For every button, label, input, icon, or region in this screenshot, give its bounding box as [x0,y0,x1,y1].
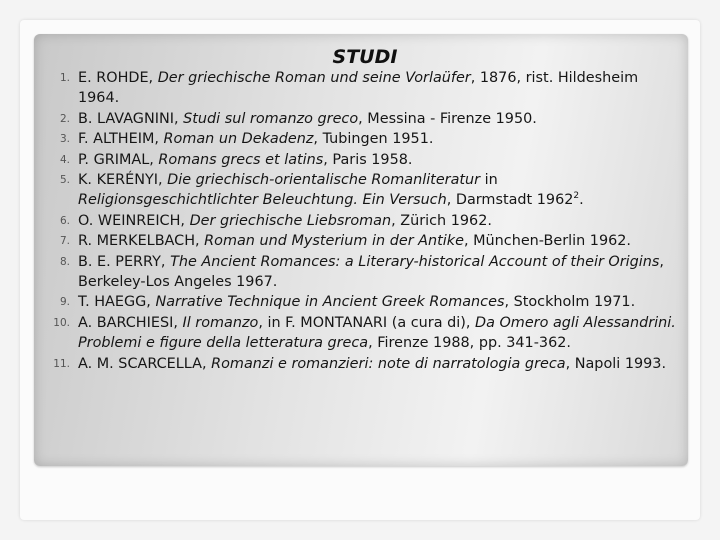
reference-number: 9. [59,296,70,309]
reference-number: 2. [59,112,70,125]
reference-item [0,109,680,129]
reference-segment: E. ROHDE, [78,70,158,86]
reference-segment: B. LAVAGNINI, [78,110,184,127]
reference-item [0,292,680,312]
reference-title: Der griechische Roman und seine Vorlaüfer [157,70,471,86]
reference-segment: in [480,172,498,189]
reference-segment: 2 [573,191,580,202]
reference-list [0,68,680,374]
reference-item [0,252,680,293]
reference-title: Studi sul romanzo greco [183,110,359,127]
reference-segment: O. WEINREICH, [78,212,190,229]
reference-number: 7. [59,235,70,248]
reference-number: 10. [53,316,70,329]
reference-title: Die griechisch-orientalische Romanliteratur [167,172,481,189]
reference-item [0,129,680,149]
reference-title: Da Omero agli Alessandrini. Problemi e figure della letteratura greca [78,314,676,352]
reference-text [78,70,638,106]
reference-segment: , München-Berlin 1962. [463,233,632,250]
reference-title: Religionsgeschichtlichter Beleuchtung. Ein Versuch [78,192,447,209]
reference-item [0,354,680,374]
reference-text [78,254,664,290]
reference-item [0,68,680,109]
reference-title: Roman und Mysterium in der Antike [204,233,464,250]
reference-segment: , Stockholm 1971. [504,294,636,311]
reference-text [78,356,666,372]
reference-number: 11. [53,357,70,370]
reference-segment: , in F. MONTANARI (a cura di), [258,314,475,331]
reference-text [78,315,676,351]
reference-item [0,211,680,231]
reference-number: 8. [59,255,70,268]
reference-segment: . [579,192,584,209]
reference-segment: R. MERKELBACH, [78,233,205,250]
reference-number: 6. [59,214,70,227]
reference-segment: F. ALTHEIM, [78,131,164,148]
reference-item [0,170,680,211]
reference-text [78,294,635,310]
reference-number: 4. [59,153,70,166]
reference-segment: A. BARCHIESI, [78,314,183,331]
reference-text [78,131,433,147]
slide-title: STUDI [332,46,398,68]
reference-title: Romans grecs et latins [158,151,324,168]
reference-segment: , Zürich 1962. [391,212,492,229]
reference-item [0,231,680,251]
reference-segment: , Napoli 1993. [565,355,667,372]
reference-title: Il romanzo [182,314,259,331]
reference-segment: P. GRIMAL, [78,151,159,168]
reference-segment: , 1876, rist. Hildesheim 1964. [78,70,639,107]
reference-text [78,172,584,208]
reference-title: Romanzi e romanzieri: note di narratologia greca [211,355,566,372]
reference-title: Der griechische Liebsroman [189,212,392,229]
reference-text [78,111,537,127]
reference-segment: , Darmstadt 1962 [446,192,574,209]
reference-number: 3. [59,133,70,146]
reference-title: Narrative Technique in Ancient Greek Romances [155,294,505,311]
reference-text [78,213,492,229]
reference-segment: A. M. SCARCELLA, [78,355,212,372]
reference-title: The Ancient Romances: a Literary-historical Account of their Origins [170,253,660,270]
reference-text [78,233,631,249]
reference-number: 1. [59,72,70,84]
reference-segment: , Tubingen 1951. [313,131,434,148]
reference-segment: , Firenze 1988, pp. 341-362. [368,335,571,352]
reference-segment: , Paris 1958. [323,151,413,168]
reference-title: Roman un Dekadenz [163,131,314,148]
reference-segment: , Berkeley-Los Angeles 1967. [78,253,664,291]
reference-text [78,152,412,168]
reference-item [0,150,680,170]
reference-segment: B. E. PERRY, [78,253,171,270]
reference-segment: , Messina - Firenze 1950. [358,110,537,127]
reference-number: 5. [59,174,70,187]
reference-item [0,313,680,354]
reference-segment: K. KERÉNYI, [78,172,168,189]
reference-segment: T. HAEGG, [78,294,156,311]
